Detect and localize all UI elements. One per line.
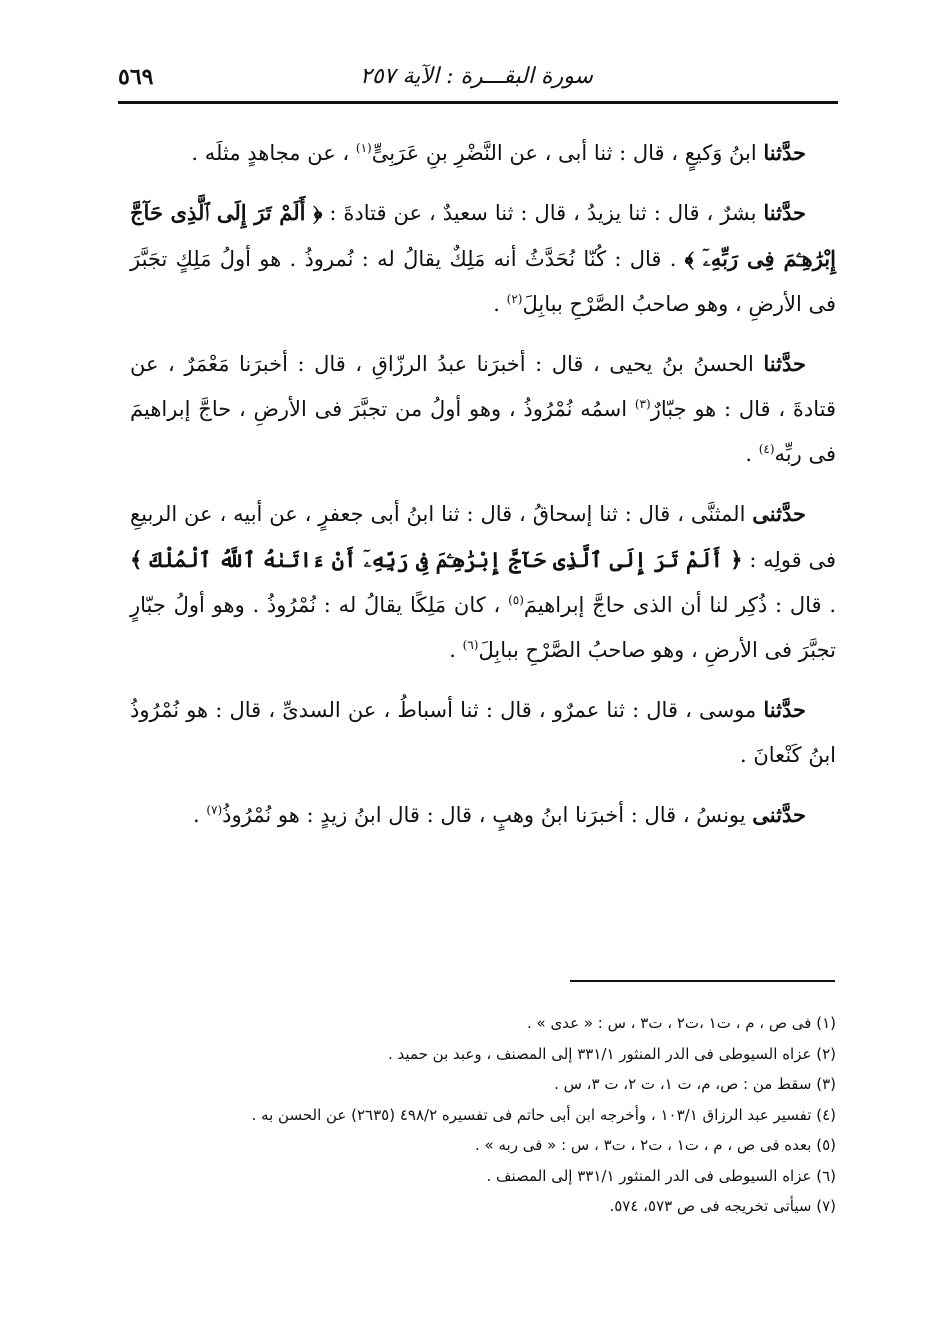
paragraph-text: .: [449, 638, 463, 662]
paragraph-lead: حدَّثنا: [763, 697, 806, 722]
footnote: (٢) عزاه السيوطى فى الدر المنثور ٣٣١/١ إلى المصنف ، وعبد بن حميد .: [388, 1044, 836, 1063]
footnote-ref: (٢): [506, 292, 523, 306]
paragraph-lead: حدَّثنا: [763, 351, 806, 376]
footnote-separator: [570, 980, 835, 982]
paragraph-lead: حدَّثنى: [752, 802, 806, 827]
paragraph-text: ، عن مجاهدٍ مثلَه .: [191, 141, 356, 165]
paragraph-text: الحسنُ بنُ يحيى ، قال : أخبرَنا عبدُ الرزّاقِ ، قال : أخبرَنا مَعْمَرٌ ، عن قتادةَ ، قال : هو جبّارٌ: [130, 352, 836, 421]
footnote-ref: (٥): [508, 593, 524, 607]
running-header: [118, 58, 838, 98]
paragraph-text: ابنُ وَكيعٍ ، قال : ثنا أبى ، عن النَّضْرِ بنِ عَرَبِىٍّ: [371, 141, 764, 165]
quran-quote: ﴿ أَلَمْ تَرَ إِلَى ٱلَّذِى حَآجَّ إِبْرَٰهِـۧمَ فِى رَبِّهِۦٓ ﴾: [130, 200, 836, 271]
paragraph-text: يونسُ ، قال : أخبرَنا ابنُ وهبٍ ، قال : قال ابنُ زيدٍ : هو نُمْرُوذُ: [222, 803, 753, 827]
footnote: (٦) عزاه السيوطى فى الدر المنثور ٣٣١/١ إلى المصنف .: [486, 1166, 836, 1185]
footnote-ref: (١): [355, 141, 372, 155]
footnote: (٧) سيأتى تخريجه فى ص ٥٧٣، ٥٧٤.: [609, 1197, 836, 1215]
paragraph-text: . قال : كُنّا نُحَدَّثُ أنه مَلِكٌ يقالُ له : نُمروذُ . هو أولُ مَلِكٍ تجَبَّرَ فى الأرضِ ، وهو صاحبُ الصَّرْحِ ببابِلَ: [130, 247, 836, 316]
paragraph: [130, 792, 836, 838]
paragraph: [130, 341, 836, 477]
paragraph-text: موسى ، قال : ثنا عمرٌو ، قال : ثنا أسباطُ ، عن السدىِّ ، قال : هو نُمْرُوذُ ابنُ كَنْعانَ .: [130, 698, 836, 767]
paragraph-text: .: [745, 442, 759, 466]
paragraph-lead: حدَّثنى: [752, 501, 806, 526]
quran-quote: ﴿ أَلَمْ تَرَ إِلَى ٱلَّذِى حَآجَّ إِبْرَٰهِـۧمَ فِى رَبِّهِۦٓ أَنْ ءَاتَىٰهُ ٱللَّهُ ٱلْمُلْكَ ﴾: [130, 547, 743, 572]
page-number: ٥٦٩: [118, 64, 154, 90]
footnotes: [130, 1008, 836, 1222]
paragraph: [130, 491, 836, 673]
footnote: (١) فى ص ، م ، ت١ ،ت٢ ، ت٣ ، س : « عدى » .: [527, 1014, 836, 1032]
footnote-ref: (٧): [206, 803, 223, 817]
paragraph-text: المثنَّى ، قال : ثنا إسحاقُ ، قال : ثنا ابنُ أبى جعفرٍ ، عن أبيه ، عن الربيعِ فى قولِه :: [130, 502, 837, 572]
footnote-ref: (٦): [462, 638, 479, 652]
paragraph: [130, 130, 836, 176]
paragraph-lead: حدَّثنا: [763, 200, 806, 225]
paragraph-lead: حدَّثنا: [763, 140, 806, 165]
paragraph-text: .: [192, 803, 207, 827]
paragraph-text: اسمُه نُمْرُوذُ ، وهو أولُ من تجبَّرَ فى الأرضِ ، حاجَّ إبراهيمَ فى ربِّه: [130, 397, 836, 466]
paragraph: [130, 687, 836, 778]
paragraph-text: ، كان مَلِكًا يقالُ له : نُمْرُوذُ . وهو أولُ جبّارٍ تجبَّرَ فى الأرضِ ، وهو صاحبُ الصَّرْحِ ببابِلَ: [130, 593, 836, 662]
header-title: سورة البقـــرة : الآية ٢٥٧: [360, 64, 593, 89]
paragraph-text: . قال : ذُكِر لنا أن الذى حاجَّ إبراهيمَ: [523, 593, 836, 617]
footnote: (٣) سقط من : ص، م، ت ١، ت ٢، ت ٣، س .: [554, 1075, 836, 1093]
footnote-ref: (٣): [634, 397, 651, 411]
paragraph-text: .: [493, 292, 507, 316]
footnote-ref: (٤): [758, 442, 775, 456]
footnote: (٤) تفسير عبد الرزاق ١٠٣/١ ، وأخرجه ابن أبى حاتم فى تفسيره ٤٩٨/٢ (٢٦٣٥) عن الحسن به .: [251, 1105, 836, 1124]
footnote: (٥) بعده فى ص ، م ، ت١ ، ت٢ ، ت٣ ، س : « فى ربه » .: [475, 1136, 836, 1154]
main-text: [130, 130, 836, 852]
paragraph-text: بشرٌ ، قال : ثنا يزيدُ ، قال : ثنا سعيدٌ ، عن قتادةَ :: [322, 201, 764, 225]
header-rule: [118, 101, 838, 104]
paragraph: [130, 190, 836, 327]
